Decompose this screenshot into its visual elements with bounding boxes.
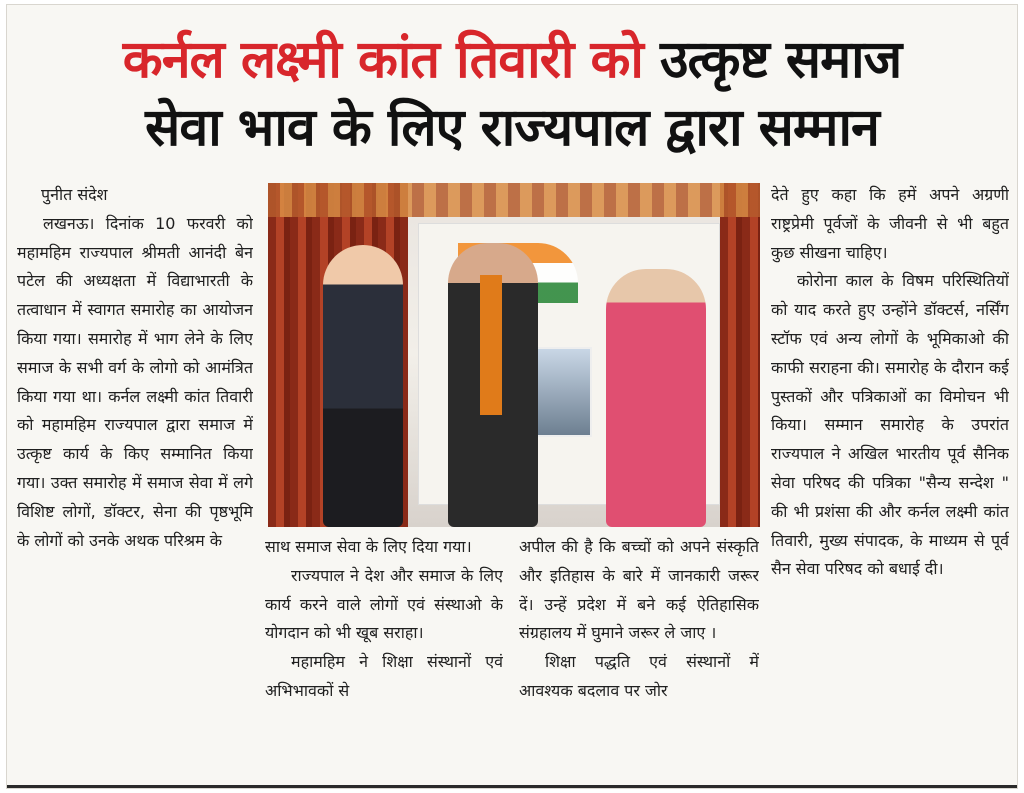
bottom-rule [7, 785, 1017, 788]
headline-line-1 [7, 29, 1017, 91]
headline-black-text: उत्कृष्ट समाज [659, 30, 902, 90]
article-paragraph: शिक्षा पद्धति एवं संस्थानों में आवश्यक बदलाव पर जोर [519, 652, 759, 700]
article-column-4 [771, 181, 1009, 785]
headline-line-2: सेवा भाव के लिए राज्यपाल द्वारा सम्मान [145, 98, 879, 158]
newspaper-clipping [6, 4, 1018, 789]
article-paragraph: राज्यपाल ने देश और समाज के लिए कार्य करने वाले लोगों एवं संस्थाओ के योगदान को भी खूब सराहा। [265, 565, 503, 643]
byline: पुनीत संदेश [41, 185, 108, 204]
article-paragraph: लखनऊ। दिनांक 10 फरवरी को महामहिम राज्यपाल श्रीमती आनंदी बेन पटेल की अध्यक्षता में विद्याभारती के तत्वाधान में स्वागत समारोह का आयोजन किया गया। समारोह में भाग लेने के लिए समाज के सभी वर्ग के लोगो को आमंत्रित किया गया था। कर्नल लक्ष्मी कांत तिवारी को महामहिम राज्यपाल द्वारा समाज में उत्कृष्ट कार्य के किए सम्मानित किया गया। उक्त समारोह में समाज सेवा में लगे विशिष्ट लोगों, डॉक्टर, सेना की पृष्ठभूमि के लोगों को उनके अथक परिश्रम के [17, 213, 253, 550]
article-paragraph: देते हुए कहा कि हमें अपने अग्रणी राष्ट्रप्रेमी पूर्वजों के जीवनी से भी बहुत कुछ सीखना चाहिए। [771, 185, 1009, 262]
person-left [323, 245, 403, 527]
article-paragraph: कोरोना काल के विषम परिस्थितियों को याद करते हुए उन्होंने डॉक्टर्स, नर्सिंग स्टॉफ एवं अन्य लोगों के भूमिकाओ की काफी सराहना की। समारोह के दौरान कई पुस्तकों और पत्रिकाओं का विमोचन भी किया। सम्मान समारोह के उपरांत राज्यपाल ने अखिल भारतीय पूर्व सैनिक सेवा परिषद की पत्रिका "सैन्य सन्देश " की भी प्रशंसा की और कर्नल लक्ष्मी कांत तिवारी, मुख्य संपादक, के माध्यम से पूर्व सैन सेवा परिषद को बधाई दी। [771, 271, 1009, 579]
article-column-2 [265, 533, 503, 785]
article-paragraph: अपील की है कि बच्चों को अपने संस्कृति और इतिहास के बारे में जानकारी जरूर दें। उन्हें प्रदेश में बने कई ऐतिहासिक संग्रहालय में घुमाने जरूर ले जाए । [519, 537, 759, 643]
curtain-valance [268, 183, 760, 217]
article-paragraph: साथ समाज सेवा के लिए दिया गया। [265, 537, 472, 556]
headline-red-text: कर्नल लक्ष्मी कांत तिवारी को [122, 30, 643, 90]
framed-portrait [530, 347, 592, 437]
article-paragraph: महामहिम ने शिक्षा संस्थानों एवं अभिभावकों से [265, 652, 503, 700]
article-column-3 [519, 533, 759, 785]
article-column-1 [17, 181, 253, 785]
saffron-stole [480, 275, 502, 415]
stage-curtain-right [720, 183, 760, 527]
person-right [606, 269, 706, 527]
event-photo [268, 183, 760, 527]
